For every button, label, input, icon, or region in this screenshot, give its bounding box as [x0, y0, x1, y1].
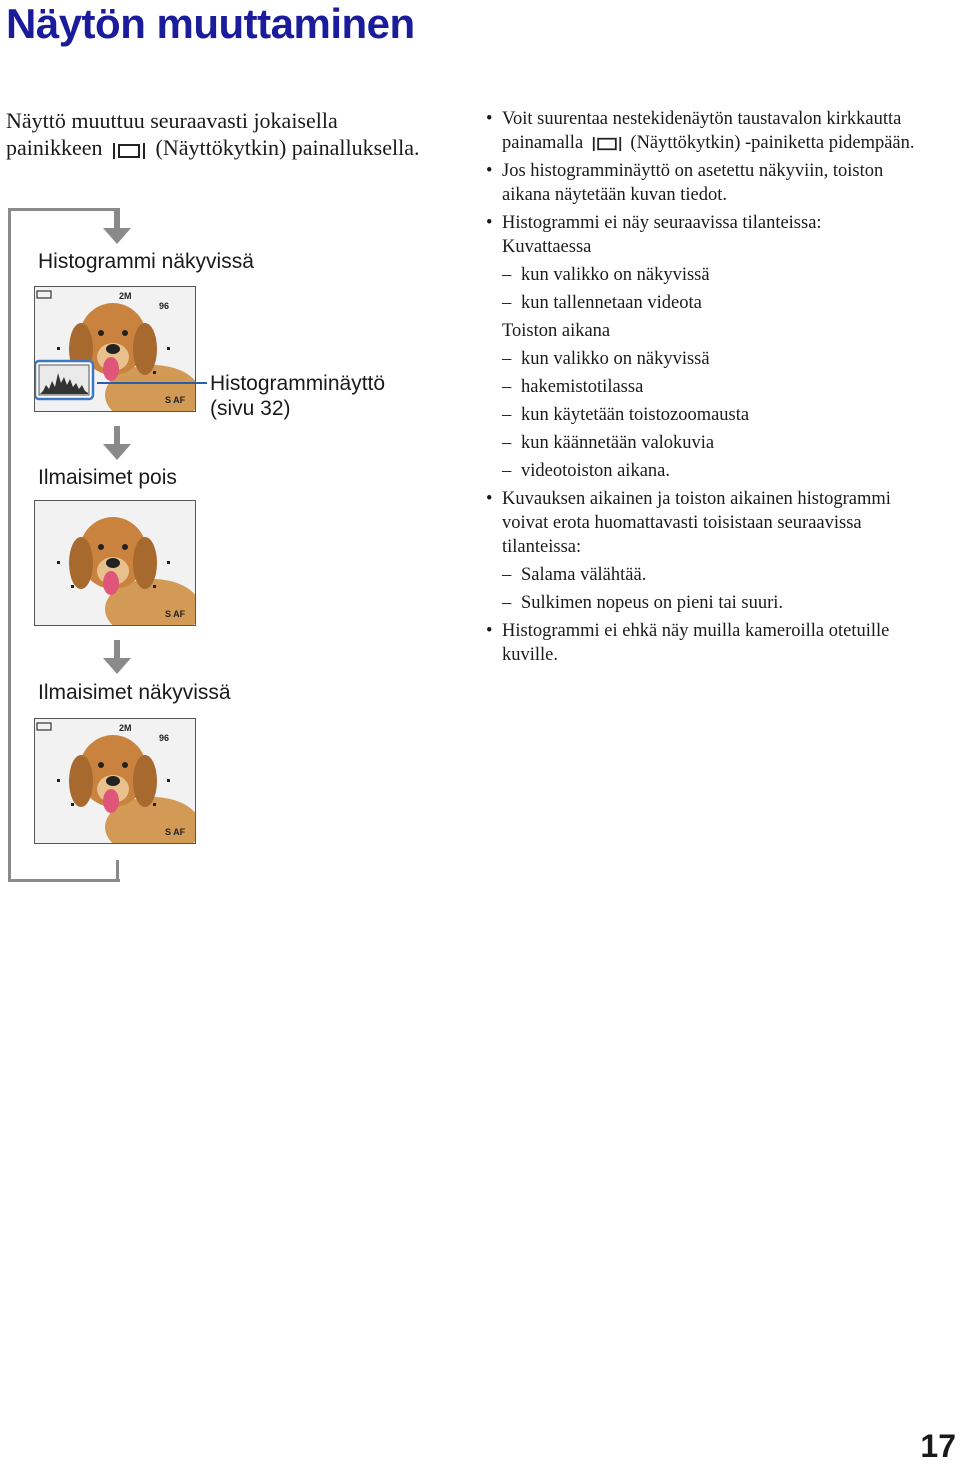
note-text: (Näyttökytkin) -painiketta pidempään. [630, 133, 915, 153]
note-subitem: – kun käytetään toistozoomausta [486, 403, 926, 427]
histogram-callout-title: Histogramminäyttö [210, 372, 386, 395]
lcd-screen-indicators-on [34, 718, 196, 844]
note-item: • Jos histogramminäyttö on asetettu näkyviin, toiston aikana näytetään kuvan tiedot. [486, 159, 926, 207]
focus-mode-indicator: S AF [165, 609, 186, 619]
flow-arrow-down-icon [103, 210, 131, 246]
note-subitem: – hakemistotilassa [486, 375, 926, 399]
histogram-graph [34, 359, 97, 403]
flow-line-end [116, 860, 119, 882]
image-size-indicator: 2M [119, 723, 132, 733]
page-title: Näytön muuttaminen [6, 0, 415, 47]
note-text: Voit suurentaa nestekidenäytön taustavalon kirkkautta painamalla [502, 109, 902, 153]
shots-remaining-indicator: 96 [159, 733, 170, 743]
focus-mode-indicator: S AF [165, 395, 186, 405]
flow-line-bottom [8, 879, 120, 882]
intro-text-part1: Näyttö muuttuu seuraavasti jokaisella painikkeen [6, 108, 338, 160]
flow-line-left [8, 208, 11, 882]
histogram-callout-line [97, 382, 207, 384]
intro-text [6, 107, 426, 161]
note-subitem: – kun valikko on näkyvissä [486, 347, 926, 371]
lcd-screen-indicators-off [34, 500, 196, 626]
note-item: • Histogrammi ei näy seuraavissa tilanteissa: [486, 211, 926, 235]
image-size-indicator: 2M [119, 291, 132, 301]
note-item [486, 107, 926, 155]
step-label-indicators-off: Ilmaisimet pois [38, 466, 177, 489]
lcd-screen-histogram [34, 286, 196, 412]
step-label-histogram: Histogrammi näkyvissä [38, 250, 254, 273]
note-subitem: – kun valikko on näkyvissä [486, 263, 926, 287]
dog-photo [35, 719, 195, 843]
step-label-indicators-on: Ilmaisimet näkyvissä [38, 681, 231, 704]
note-subitem: – kun käännetään valokuvia [486, 431, 926, 455]
flow-arrow-down-icon [103, 426, 131, 462]
note-subitem: – kun tallennetaan videota [486, 291, 926, 315]
display-switch-icon [592, 135, 622, 153]
histogram-callout-page-ref: (sivu 32) [210, 397, 291, 420]
flow-arrow-down-icon [103, 640, 131, 676]
focus-mode-indicator: S AF [165, 827, 186, 837]
display-switch-icon [112, 140, 146, 160]
histogram-callout [210, 371, 385, 421]
shots-remaining-indicator: 96 [159, 301, 170, 311]
note-item: • Kuvauksen aikainen ja toiston aikainen histogrammi voivat erota huomattavasti toisistaan seuraavissa tilanteissa: [486, 487, 926, 559]
notes-list [486, 107, 926, 671]
note-subitem: – videotoiston aikana. [486, 459, 926, 483]
note-subitem: – Sulkimen nopeus on pieni tai suuri. [486, 591, 926, 615]
note-item: • Histogrammi ei ehkä näy muilla kameroilla otetuille kuville. [486, 619, 926, 667]
note-subheading-shooting: Kuvattaessa [502, 237, 592, 257]
page-number: 17 [920, 1428, 956, 1464]
intro-text-part2: (Näyttökytkin) painalluksella. [155, 135, 420, 160]
note-subitem: – Salama välähtää. [486, 563, 926, 587]
dog-photo [35, 501, 195, 625]
note-subheading-playback: Toiston aikana [502, 321, 611, 341]
